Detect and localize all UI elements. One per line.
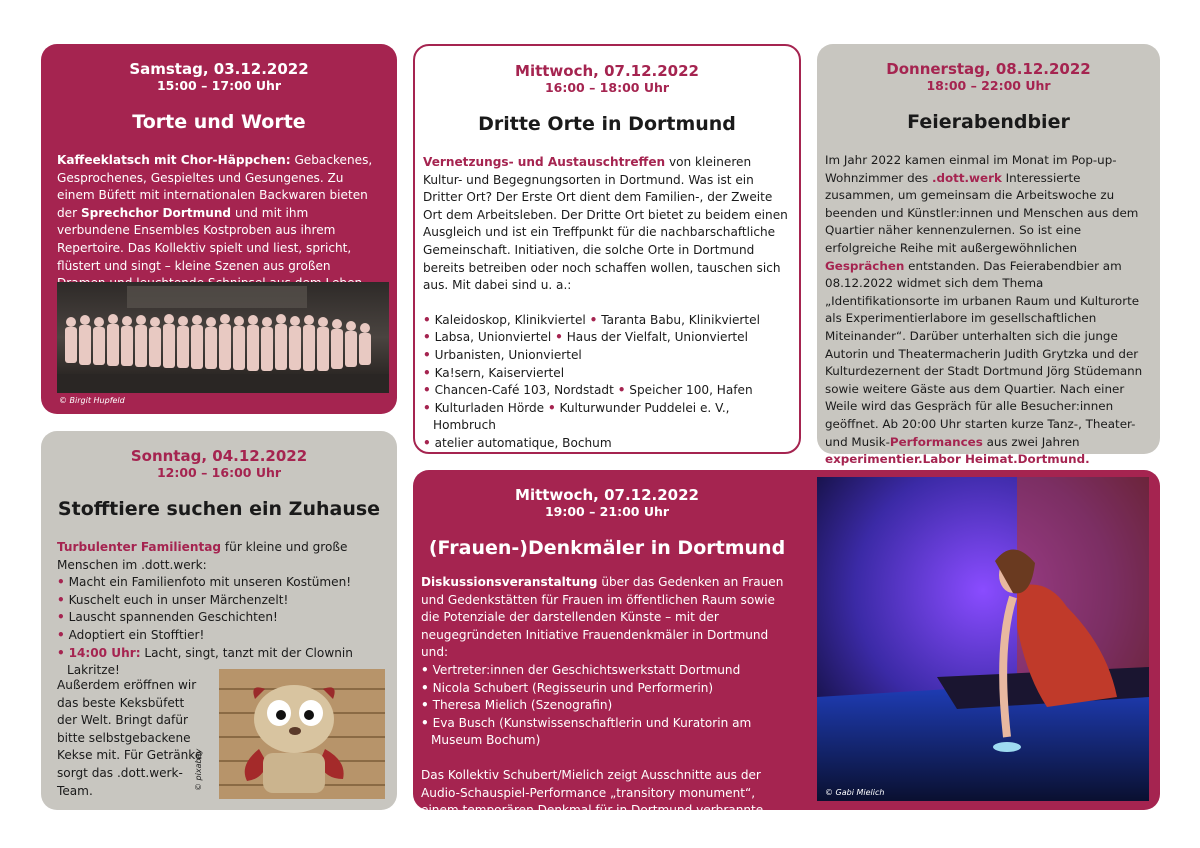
activity-list xyxy=(41,574,397,680)
event-description xyxy=(415,154,799,295)
body-text: über das Gedenken an Frauen und Gedenkstätten für Frauen im öffentlichen Raum sowie die Potenziale der darstellenden Künste – mit der neugegründeten Initiative Frauendenkmäler in Dortmund und: xyxy=(421,575,784,660)
list-item: • Kaleidoskop, Klinikviertel • Taranta Babu, Klinikviertel xyxy=(423,312,760,327)
choir-photo xyxy=(57,282,389,393)
event-description xyxy=(41,539,397,574)
event-time: 16:00 – 18:00 Uhr xyxy=(544,80,670,95)
event-card-torte-und-worte xyxy=(41,44,397,414)
highlight-text: Gesprächen xyxy=(825,258,905,273)
event-date: Mittwoch, 07.12.2022 xyxy=(515,486,699,504)
closing-text: Das Kollektiv Schubert/Mielich zeigt Ausschnitte aus der Audio-Schauspiel-Performance „transitory monument“, einem temporären Denkmal für in Dortmund verbrannte Hexen. xyxy=(421,767,764,835)
list-item: • Kuschelt euch in unser Märchenzelt! xyxy=(57,592,289,607)
event-title: Stofftiere suchen ein Zuhause xyxy=(57,498,381,520)
list-item: • Urbanisten, Unionviertel xyxy=(423,347,582,362)
list-item: • Chancen-Café 103, Nordstadt • Speicher 100, Hafen xyxy=(423,383,753,398)
list-item: • Kulturladen Hörde • Kulturwunder Puddelei e. V., Hombruch xyxy=(423,400,730,433)
photo-credit: © Birgit Hupfeld xyxy=(59,396,125,405)
choir-photo-graphic xyxy=(57,282,389,393)
event-card-frauendenkmaeler xyxy=(413,470,1160,835)
body-text: von kleineren Kultur- und Begegnungsorten in Dortmund. Was ist ein Dritter Ort? Der Erste Ort dient dem Familien-, der Zweite Ort dem Arbeitsleben. Der Dritte Ort bietet zu beidem einen Ausgleich und ist ein Treffpunkt für die nachbarschaftliche Gemeinschaft. Initiativen, die solche Orte in Dortmund bereits betreiben oder noch schaffen wollen, tauschen sich aus. Mit dabei sind u. a.: xyxy=(423,155,788,293)
event-title: Torte und Worte xyxy=(132,111,306,133)
event-text-column xyxy=(413,470,801,837)
event-card-stofftiere xyxy=(41,431,397,810)
list-item: • Macht ein Familienfoto mit unseren Kostümen! xyxy=(57,575,352,590)
highlight-text: experimentier.Labor Heimat.Dortmund. xyxy=(825,452,1090,467)
participant-list xyxy=(415,312,799,453)
highlight-text: Sprechchor Dortmund xyxy=(80,205,232,220)
list-item: • 14:00 Uhr: Lacht, singt, tanzt mit der Clownin Lakritze! xyxy=(57,645,353,678)
body-text: Im Jahr 2022 kamen einmal im Monat im Pop-up-Wohnzimmer des xyxy=(825,153,1117,185)
list-item: • Labsa, Unionviertel • Haus der Vielfalt, Unionviertel xyxy=(423,330,748,345)
body-text: und mit ihm verbundene Ensembles Kostproben aus ihrem Repertoire. Das Kollektiv spielt und liest, spricht, flüstert und singt – kleine Szenen aus großen xyxy=(57,205,352,273)
event-date: Sonntag, 04.12.2022 xyxy=(130,447,308,465)
body-text: Gebackenes, Gesprochenes, Gespieltes und Gesungenes. Zu einem Büfett mit internationalen Backwaren bieten der xyxy=(57,153,373,220)
event-date: Donnerstag, 08.12.2022 xyxy=(886,60,1091,78)
performer-photo xyxy=(817,477,1149,801)
plush-toy-graphic xyxy=(219,669,385,799)
event-time: 19:00 – 21:00 Uhr xyxy=(544,504,670,519)
event-time: 18:00 – 22:00 Uhr xyxy=(926,78,1051,93)
event-time: 12:00 – 16:00 Uhr xyxy=(156,465,282,480)
highlight-text: Turbulenter Familientag xyxy=(57,540,222,554)
body-text: entstanden. Das Feierabendbier am 08.12.2022 widmet sich dem Thema „Identifikationsorte im urbanen Raum und Kulturorte als Experimentierlabore im gesellschaftlichen Miteinander“. Darüber unterhalten sich die junge Autorin und Theatermacherin Judith Grytzka und der Kulturdezernent der Stadt Dortmund Jörg Stüdemann sowie weitere Gäste aus dem Quartier. Nach einer Weile wird das Gespräch für alle Besucher:innen geöffnet. Ab 20:00 Uhr starten kurze Tanz-, Theater- und Musik- xyxy=(825,258,1143,449)
event-date: Mittwoch, 07.12.2022 xyxy=(515,62,699,80)
list-item: • Nicola Schubert (Regisseurin und Performerin) xyxy=(421,680,714,695)
body-text: für kleine und große Menschen im .dott.werk: xyxy=(57,540,348,572)
list-item: • Adoptiert ein Stofftier! xyxy=(57,627,205,642)
event-card-feierabendbier xyxy=(817,44,1160,467)
performer-photo-graphic xyxy=(817,477,1149,801)
highlight-text: Vernetzungs- und Austauschtreffen xyxy=(423,155,666,169)
event-description xyxy=(413,574,801,662)
highlight-text: .dott.werk xyxy=(931,170,1002,185)
list-item: • Eva Busch (Kunstwissenschaftlerin und Kuratorin am Museum Bochum) xyxy=(421,715,752,748)
event-description xyxy=(817,152,1160,469)
participant-list xyxy=(413,662,801,750)
event-date: Samstag, 03.12.2022 xyxy=(129,60,309,78)
list-item: • Ka!sern, Kaiserviertel xyxy=(423,365,565,380)
event-time: 15:00 – 17:00 Uhr xyxy=(156,78,282,93)
photo-credit: © Gabi Mielich xyxy=(825,788,885,797)
event-card-dritte-orte xyxy=(413,44,801,454)
photo-credit: © pixabay xyxy=(194,748,203,791)
event-description xyxy=(41,152,397,293)
body-text: Interessierte zusammen, um gemeinsam die Arbeitswoche zu beenden und Künstler:innen und Menschen aus dem Quartier näher kennenzulernen. So ist eine erfolgreiche Reihe mit außergewöhnlichen xyxy=(825,170,1139,255)
list-item: • Lauscht spannenden Geschichten! xyxy=(57,610,278,625)
list-item: • atelier automatique, Bochum xyxy=(423,435,612,450)
list-item: • Vertreter:innen der Geschichtswerkstatt Dortmund xyxy=(421,662,741,677)
highlight-text: Performances xyxy=(889,434,983,449)
extra-text: Außerdem eröffnen wir das beste Keksbüfett der Welt. Bringt dafür bitte selbstgebackene Kekse mit. Für Getränke sorgt das .dott.werk-Team. xyxy=(57,678,203,798)
body-text: aus zwei Jahren xyxy=(982,434,1080,449)
highlight-text: Diskussionsveranstaltung xyxy=(421,575,598,589)
plush-toy-photo xyxy=(219,669,385,799)
event-title: (Frauen-)Denkmäler in Dortmund xyxy=(428,537,786,559)
highlight-text: Kaffeeklatsch mit Chor-Häppchen: xyxy=(57,153,291,167)
event-title: Dritte Orte in Dortmund xyxy=(478,113,736,135)
list-item: • Theresa Mielich (Szenografin) xyxy=(421,698,613,713)
event-title: Feierabendbier xyxy=(907,111,1070,133)
